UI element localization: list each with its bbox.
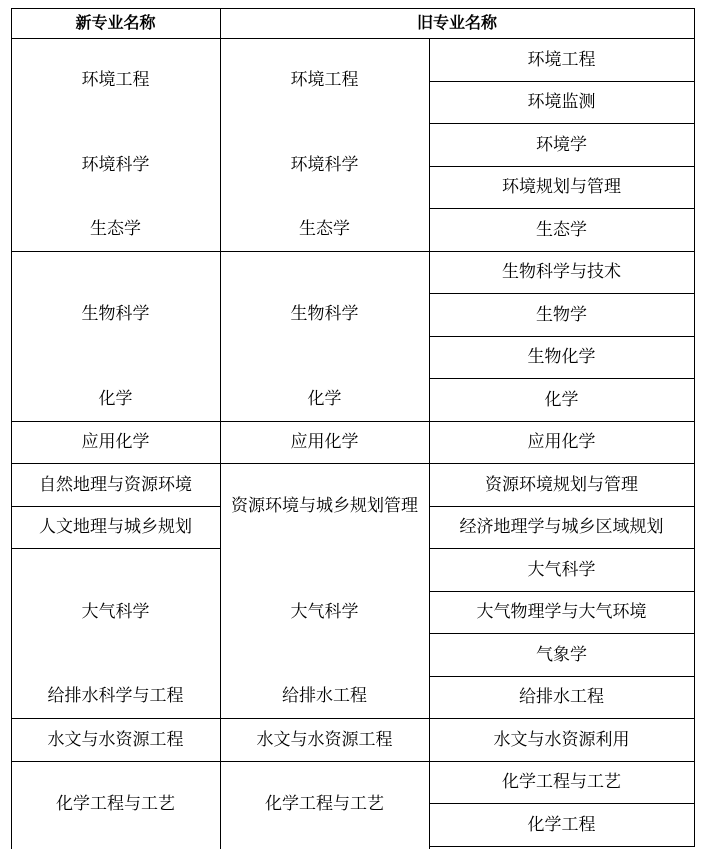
column-separator — [220, 8, 221, 849]
row-separator — [429, 803, 695, 804]
new-major-name: 化学 — [98, 389, 133, 409]
old-major-name: 生态学 — [536, 219, 587, 240]
row-separator — [11, 548, 220, 549]
group-separator — [11, 761, 695, 762]
new-major-name: 自然地理与资源环境 — [39, 474, 192, 495]
mid-major-name: 应用化学 — [290, 432, 359, 452]
row-separator — [429, 591, 695, 592]
old-major-name: 环境学 — [536, 134, 587, 155]
old-major-name: 气象学 — [536, 644, 587, 665]
mid-major-name: 水文与水资源工程 — [256, 729, 393, 750]
group-separator — [11, 718, 695, 719]
old-major-name: 生物学 — [536, 304, 587, 325]
table-border-right — [694, 8, 695, 847]
column-separator — [429, 38, 430, 849]
old-major-name: 生物化学 — [527, 347, 596, 367]
new-major-name: 生物科学 — [81, 304, 150, 324]
mid-major-name: 环境工程 — [290, 70, 359, 90]
mid-major-name: 大气科学 — [290, 602, 359, 622]
new-major-name: 人文地理与城乡规划 — [39, 517, 192, 537]
old-major-name: 应用化学 — [527, 432, 596, 452]
row-separator — [429, 208, 695, 209]
row-separator — [429, 293, 695, 294]
old-major-name: 环境监测 — [527, 92, 596, 112]
row-separator — [429, 633, 695, 634]
row-separator — [429, 81, 695, 82]
new-major-name: 大气科学 — [81, 602, 150, 622]
old-major-name: 大气科学 — [527, 559, 596, 580]
table-border-left — [11, 8, 12, 849]
table-border-bottom — [429, 846, 695, 847]
group-separator — [11, 421, 695, 422]
mid-major-name: 生态学 — [299, 219, 350, 239]
old-major-name: 环境规划与管理 — [502, 177, 621, 197]
table-border-top — [11, 8, 695, 9]
header-old-major-name: 旧专业名称 — [416, 13, 497, 32]
group-separator — [11, 463, 695, 464]
old-major-name: 大气物理学与大气环境 — [476, 602, 647, 622]
mid-major-name: 化学 — [307, 389, 342, 409]
row-separator — [429, 548, 695, 549]
old-major-name: 化学工程与工艺 — [502, 772, 621, 792]
new-major-name: 给排水科学与工程 — [47, 686, 184, 706]
new-major-name: 水文与水资源工程 — [47, 729, 184, 750]
header-new-major-name: 新专业名称 — [75, 13, 156, 32]
new-major-name: 环境科学 — [81, 155, 150, 175]
mid-major-name: 资源环境与城乡规划管理 — [231, 495, 418, 516]
new-major-name: 生态学 — [90, 219, 141, 239]
row-separator — [429, 676, 695, 677]
mid-major-name: 给排水工程 — [282, 686, 367, 706]
old-major-name: 资源环境规划与管理 — [485, 474, 638, 495]
old-major-name: 化学 — [544, 389, 579, 410]
row-separator — [429, 336, 695, 337]
row-separator — [429, 166, 695, 167]
header-separator — [11, 38, 695, 39]
row-separator — [429, 378, 695, 379]
group-separator — [11, 251, 695, 252]
row-separator — [11, 506, 220, 507]
mid-major-name: 环境科学 — [290, 155, 359, 175]
new-major-name: 应用化学 — [81, 432, 150, 452]
mid-major-name: 化学工程与工艺 — [265, 794, 384, 814]
new-major-name: 化学工程与工艺 — [56, 794, 175, 814]
old-major-name: 经济地理学与城乡区域规划 — [459, 517, 664, 537]
old-major-name: 化学工程 — [527, 814, 596, 835]
row-separator — [429, 506, 695, 507]
old-major-name: 水文与水资源利用 — [493, 729, 630, 750]
old-major-name: 环境工程 — [527, 49, 596, 70]
row-separator — [429, 123, 695, 124]
old-major-name: 生物科学与技术 — [502, 262, 621, 282]
old-major-name: 给排水工程 — [519, 687, 604, 707]
new-major-name: 环境工程 — [81, 70, 150, 90]
mid-major-name: 生物科学 — [290, 304, 359, 324]
